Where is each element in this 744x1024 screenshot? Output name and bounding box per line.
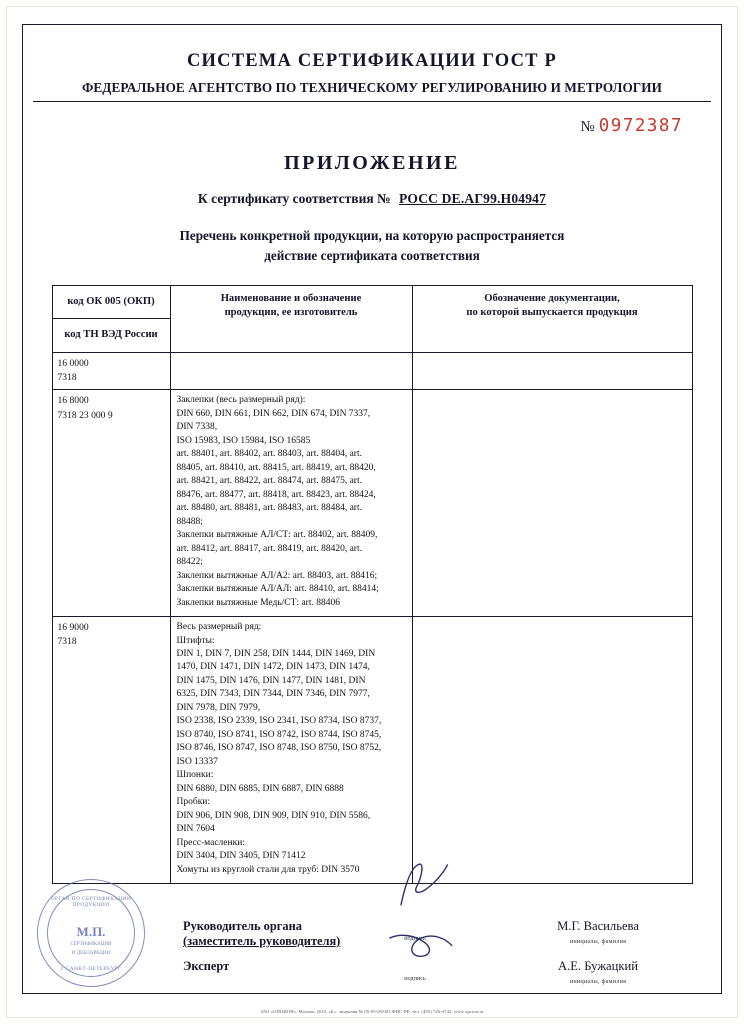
product-line: Пробки:: [176, 797, 211, 808]
header-product-name-line1: Наименование и обозначение: [220, 292, 362, 304]
product-line: 88488;: [176, 516, 203, 527]
product-line: DIN 1, DIN 7, DIN 258, DIN 1444, DIN 1469, DIN: [176, 649, 376, 659]
certificate-frame: [22, 24, 722, 994]
product-line: DIN 7338,: [176, 422, 218, 433]
product-line: DIN 7604: [176, 824, 215, 835]
header-product-name: [170, 285, 412, 352]
fio-head: [513, 919, 683, 945]
agency-subtitle: ФЕДЕРАЛЬНОЕ АГЕНТСТВО ПО ТЕХНИЧЕСКОМУ РЕГУЛИРОВАНИЮ И МЕТРОЛОГИИ: [81, 80, 663, 95]
purpose-line-2: действие сертификата соответствия: [264, 248, 480, 264]
row-codes: [52, 352, 170, 390]
certificate-reference-label: К сертификату соответствия №: [197, 191, 391, 206]
certificate-reference: [23, 191, 721, 207]
product-line: Заклепки (весь размерный ряд):: [176, 395, 306, 406]
row-documentation: [412, 390, 692, 617]
fio-expert: [513, 959, 683, 985]
purpose-text: [23, 226, 721, 267]
row-code-tnved: 7318: [57, 371, 77, 383]
product-line: ISO 13337: [176, 756, 218, 767]
row-product-name: [170, 390, 412, 617]
fio-expert-name: А.Е. Бужацкий: [558, 959, 638, 973]
header-code-tnved: код ТН ВЭД России: [64, 329, 158, 341]
handwritten-signature-expert: [383, 923, 460, 968]
product-line: DIN 3404, DIN 3405, DIN 71412: [176, 851, 306, 862]
signature-caption-expert: подпись: [404, 975, 426, 982]
product-line: art. 88480, art. 88481, art. 88483, art. 88484, art.: [176, 503, 362, 514]
number-value: 0972387: [598, 116, 683, 136]
product-line: art. 88412, art. 88417, art. 88419, art. 88420, art.: [176, 543, 362, 554]
fio-expert-caption: инициалы, фамилия: [569, 978, 627, 985]
product-line: ISO 8746, ISO 8747, ISO 8748, ISO 8750, ISO 8752,: [176, 743, 382, 754]
row-product-name: [170, 617, 412, 884]
product-line: art. 88401, art. 88402, art. 88403, art. 88404, art.: [176, 449, 362, 460]
row-code-okp: 16 9000: [57, 622, 89, 634]
product-line: DIN 1475, DIN 1476, DIN 1477, DIN 1481, DIN: [176, 675, 366, 686]
signature-caption-head: подпись: [404, 935, 426, 942]
product-line: 88476, art. 88477, art. 88418, art. 88423, art. 88424,: [176, 489, 376, 500]
role-expert: [183, 959, 229, 974]
certificate-number: РОСС DE.АГ99.Н04947: [398, 191, 547, 206]
product-line: Хомуты из круглой стали для труб: DIN 3570: [176, 864, 360, 875]
product-lines-pins: [177, 621, 406, 877]
product-line: Шпонки:: [176, 770, 214, 781]
product-line: art. 88421, art. 88422, art. 88474, art. 88475, art.: [176, 476, 362, 487]
blank-number: [23, 116, 721, 136]
product-line: Заклепки вытяжные АЛ/АЛ: art. 88410, art. 88414;: [176, 584, 379, 595]
fio-head-caption: инициалы, фамилия: [569, 938, 627, 945]
product-line: 88405, art. 88410, art. 88415, art. 88419, art. 88420,: [176, 462, 376, 473]
row-code-tnved: 7318: [57, 636, 77, 648]
product-line: Заклепки вытяжные АЛ/А2: art. 88403, art. 88416;: [176, 570, 378, 581]
row-codes: [52, 390, 170, 617]
product-line: 1470, DIN 1471, DIN 1472, DIN 1473, DIN 1474,: [176, 662, 370, 673]
product-line: 6325, DIN 7343, DIN 7344, DIN 7346, DIN 7977,: [176, 689, 370, 700]
role-head: [183, 919, 340, 949]
product-line: Штифты:: [176, 635, 215, 646]
table-row: [52, 352, 692, 390]
stamp-arc-mid1: СЕРТИФИКАЦИИ: [70, 942, 112, 947]
row-documentation: [412, 617, 692, 884]
purpose-line-1: Перечень конкретной продукции, на которую распространяется: [179, 228, 565, 243]
system-title: СИСТЕМА СЕРТИФИКАЦИИ ГОСТ Р: [187, 51, 557, 71]
row-code-tnved: 7318 23 000 9: [57, 409, 113, 421]
product-line: DIN 6880, DIN 6885, DIN 6887, DIN 6888: [176, 783, 344, 794]
printer-footnote: ЗАО «ОПЦИОН». Москва, 2010, «Б». лицензия № 05-05-09/003 ФНС РФ. тел. (495) 726-4742, www.opcion.ru: [260, 1009, 484, 1014]
row-documentation: [412, 352, 692, 390]
product-line: ISO 15983, ISO 15984, ISO 16585: [176, 435, 311, 446]
product-line: Заклепки вытяжные Медь/СТ: art. 88406: [176, 597, 340, 608]
product-table: [52, 285, 693, 884]
row-code-okp: 16 8000: [57, 395, 89, 407]
stamp-mp-label: М.П.: [76, 924, 106, 939]
table-row: [52, 390, 692, 617]
handwritten-signature-head: [385, 855, 461, 910]
product-line: DIN 7978, DIN 7979,: [176, 702, 261, 713]
page-title: ПРИЛОЖЕНИЕ: [284, 152, 460, 174]
product-line: DIN 660, DIN 661, DIN 662, DIN 674, DIN 7337,: [176, 408, 371, 419]
table-row: [52, 617, 692, 884]
header-documentation-line2: по которой выпускается продукция: [466, 307, 638, 319]
header-documentation-line1: Обозначение документации,: [484, 292, 620, 304]
role-head-line2: (заместитель руководителя): [183, 934, 341, 948]
header-code-okp: код ОК 005 (ОКП): [53, 286, 170, 319]
row-product-name: [170, 352, 412, 390]
row-codes: [52, 617, 170, 884]
stamp-arc-mid2: И ДЕКЛАРАЦИИ: [71, 951, 111, 956]
document-header: [23, 25, 721, 101]
product-line: DIN 906, DIN 908, DIN 909, DIN 910, DIN 5586,: [176, 810, 371, 821]
role-head-line1: Руководитель органа: [183, 919, 302, 933]
product-line: Пресс-масленки:: [176, 837, 245, 848]
product-line: 88422;: [176, 557, 203, 568]
table-header-row: [52, 285, 692, 352]
header-documentation: [412, 285, 692, 352]
product-line: ISO 8740, ISO 8741, ISO 8742, ISO 8744, ISO 8745,: [176, 729, 382, 740]
product-lines-rivets: [177, 394, 406, 610]
number-label: №: [580, 119, 595, 135]
stamp-arc-top: ОРГАН ПО СЕРТИФИКАЦИИ ПРОДУКЦИИ: [50, 896, 132, 908]
product-line: Заклепки вытяжные АЛ/СТ: art. 88402, art. 88409,: [176, 530, 378, 541]
signature-block: [23, 861, 721, 985]
role-expert-line1: Эксперт: [183, 959, 230, 973]
fio-head-name: М.Г. Васильева: [557, 919, 639, 933]
row-code-okp: 16 0000: [57, 357, 89, 369]
header-divider: [33, 101, 711, 102]
header-product-name-line2: продукции, ее изготовитель: [224, 307, 358, 319]
official-stamp: [37, 879, 145, 987]
product-line: Весь размерный ряд:: [176, 622, 262, 633]
product-line: ISO 2338, ISO 2339, ISO 2341, ISO 8734, ISO 8737,: [176, 716, 382, 727]
stamp-arc-bottom: г. САНКТ-ПЕТЕРБУРГ: [60, 966, 122, 972]
header-codes: [52, 285, 170, 352]
